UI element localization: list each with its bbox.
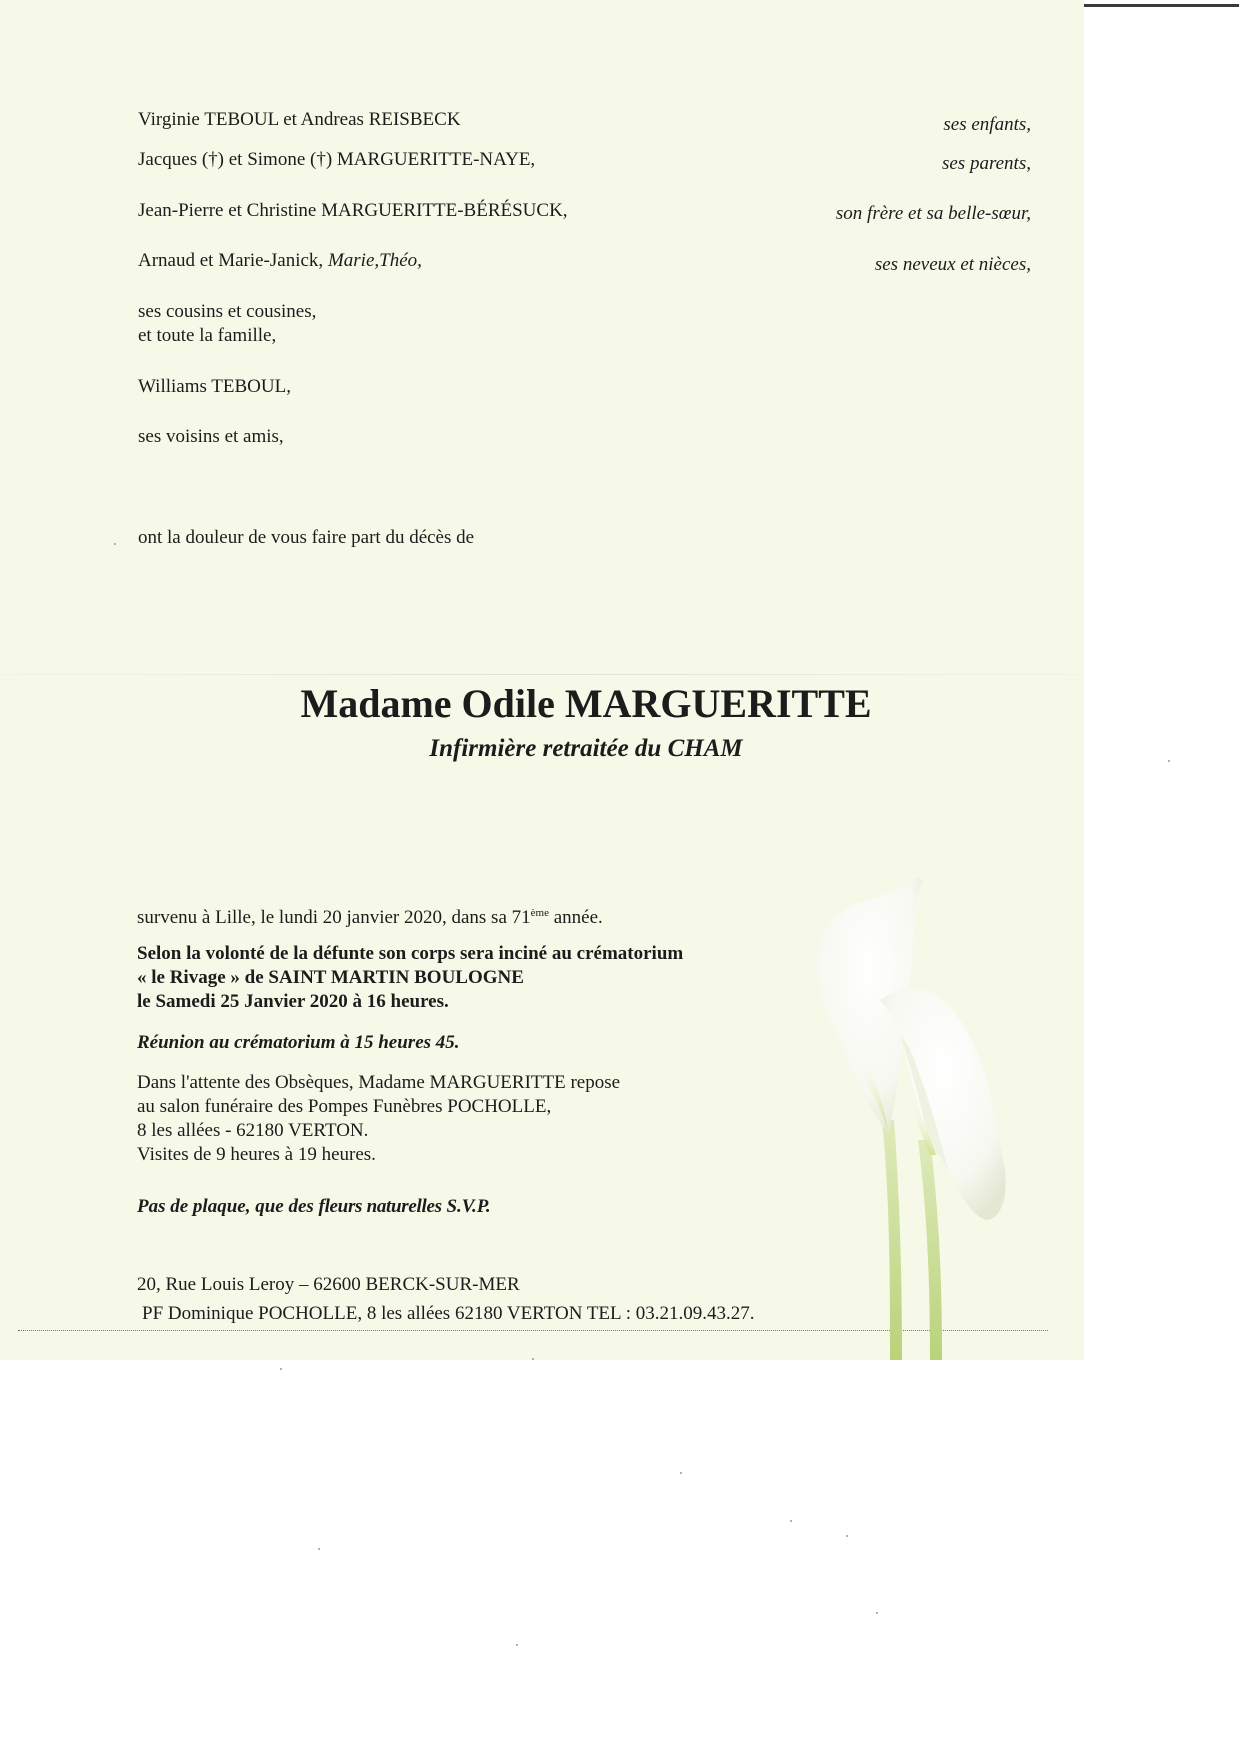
ceremony-line-1: Selon la volonté de la défunte son corps sera inciné au crématorium <box>137 943 684 964</box>
scan-speck <box>846 1535 848 1537</box>
parents-names: Jacques (†) et Simone (†) MARGUERITTE-NAYE, <box>138 149 536 170</box>
deceased-name: Madame Odile MARGUERITTE <box>300 681 872 726</box>
scan-speck <box>532 1358 534 1360</box>
scan-speck <box>280 1368 282 1370</box>
parents-relation: ses parents, <box>941 153 1031 174</box>
funeral-home-line: PF Dominique POCHOLLE, 8 les allées 62180 VERTON TEL : 03.21.09.43.27. <box>142 1303 755 1324</box>
address-line: 20, Rue Louis Leroy – 62600 BERCK-SUR-MER <box>137 1274 520 1295</box>
nephews-parents: Arnaud et Marie-Janick, <box>138 250 328 271</box>
nephews-children: Marie,Théo, <box>327 250 422 271</box>
death-line <box>137 901 603 930</box>
scan-speck <box>114 543 116 545</box>
ceremony-line-3: le Samedi 25 Janvier 2020 à 16 heures. <box>137 991 449 1012</box>
scan-speck <box>516 1644 518 1646</box>
sibling-names: Jean-Pierre et Christine MARGUERITTE-BÉRÉSUCK, <box>138 200 568 221</box>
rest-line-2: au salon funéraire des Pompes Funèbres POCHOLLE, <box>137 1096 552 1117</box>
page-edge <box>1084 4 1239 7</box>
rest-line-1: Dans l'attente des Obsèques, Madame MARGUERITTE repose <box>137 1072 621 1093</box>
reunion-line: Réunion au crématorium à 15 heures 45. <box>137 1032 460 1053</box>
calla-lily-illustration <box>790 870 1084 1360</box>
scan-speck <box>876 1612 878 1614</box>
family-line: et toute la famille, <box>138 325 277 346</box>
scan-speck <box>790 1520 792 1522</box>
scan-speck <box>680 1472 682 1474</box>
scan-speck <box>1168 760 1170 762</box>
ceremony-line-2: « le Rivage » de SAINT MARTIN BOULOGNE <box>137 967 524 988</box>
neighbours-line: ses voisins et amis, <box>138 426 284 447</box>
death-end: année. <box>548 907 603 928</box>
rest-line-3: 8 les allées - 62180 VERTON. <box>137 1120 369 1141</box>
nephews-names <box>138 249 422 273</box>
flowers-emph: fleurs naturelles <box>318 1196 442 1217</box>
rest-line-4: Visites de 9 heures à 19 heures. <box>137 1144 376 1165</box>
flowers-text: Pas de plaque, que des <box>137 1196 319 1217</box>
scan-speck <box>318 1548 320 1550</box>
sibling-relation: son frère et sa belle-sœur, <box>835 203 1031 224</box>
death-text: survenu à Lille, le lundi 20 janvier 2020, dans sa 71 <box>137 907 531 928</box>
deceased-title: Infirmière retraitée du CHAM <box>429 735 743 762</box>
death-ordinal: ème <box>530 907 549 919</box>
announcement-line: ont la douleur de vous faire part du décès de <box>138 527 475 548</box>
children-names: Virginie TEBOUL et Andreas REISBECK <box>138 109 461 130</box>
flowers-end: S.V.P. <box>441 1196 491 1217</box>
williams-line: Williams TEBOUL, <box>138 376 291 397</box>
fold-line <box>0 674 1084 675</box>
nephews-relation: ses neveux et nièces, <box>874 254 1031 275</box>
flowers-line <box>137 1195 491 1219</box>
cousins-line: ses cousins et cousines, <box>138 301 317 322</box>
children-relation: ses enfants, <box>943 114 1031 135</box>
